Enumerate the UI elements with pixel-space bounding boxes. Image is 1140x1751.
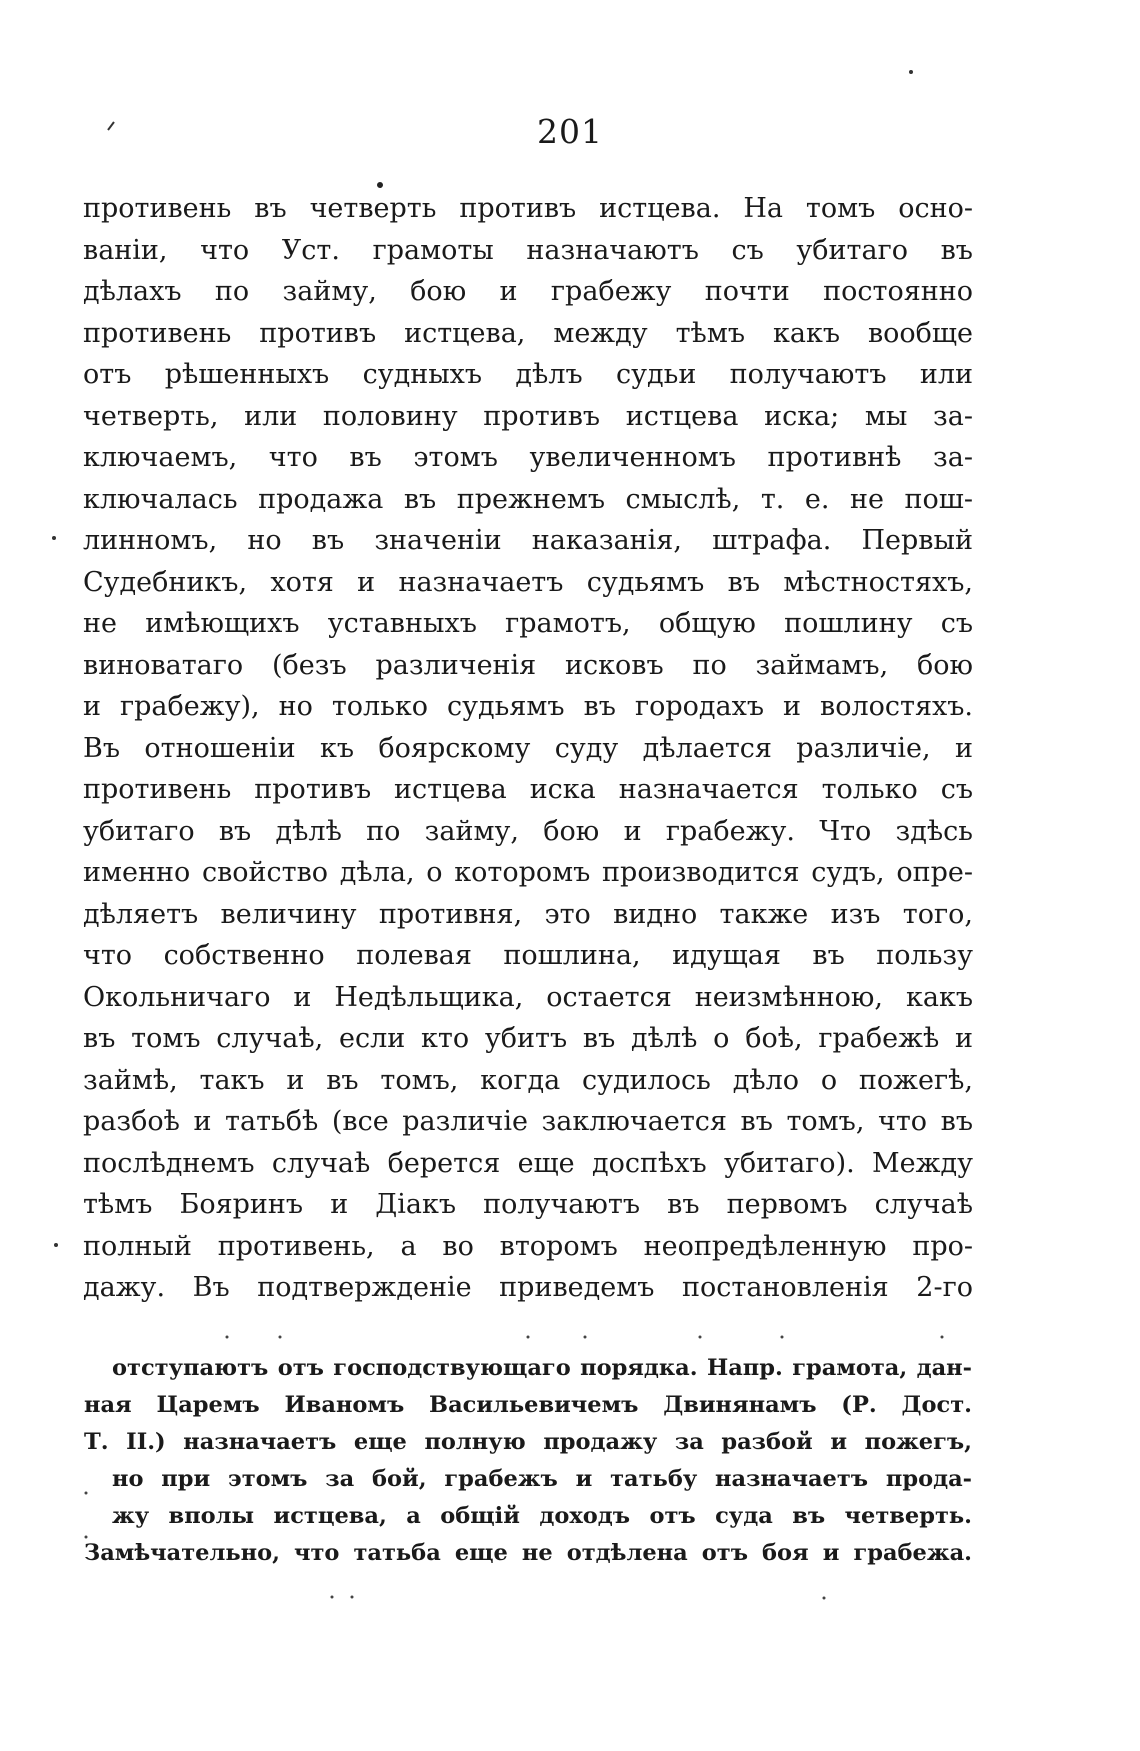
text-line: именно свойство дѣла, о которомъ производится судъ, опре- xyxy=(83,857,973,888)
print-speck xyxy=(699,1336,702,1339)
print-speck xyxy=(823,1597,826,1600)
text-line: тѣмъ Бояринъ и Діакъ получаютъ въ первомъ случаѣ xyxy=(83,1189,973,1220)
text-line: виноватаго (безъ различенія исковъ по займамъ, бою xyxy=(83,649,973,681)
text-line: Судебникъ, хотя и назначаетъ судьямъ въ мѣстностяхъ, xyxy=(83,566,973,598)
text-line: отъ рѣшенныхъ судныхъ дѣлъ судьи получаютъ или xyxy=(83,359,973,390)
text-line: дѣлахъ по займу, бою и грабежу почти постоянно xyxy=(83,276,973,307)
text-line: что собственно полевая пошлина, идущая въ пользу xyxy=(83,940,973,971)
footnote-line: отступаютъ отъ господствующаго порядка. Напр. грамота, дан- xyxy=(112,1355,972,1381)
text-line: Окольничаго и Недѣльщика, остается неизмѣнною, какъ xyxy=(83,981,973,1013)
print-speck xyxy=(584,1336,587,1339)
main-text-block xyxy=(83,188,973,1309)
print-speck xyxy=(85,1492,88,1495)
text-line: линномъ, но въ значеніи наказанія, штрафа. Первый xyxy=(83,525,973,556)
footnote-line: Замѣчательно, что татьба еще не отдѣлена отъ боя и грабежа. xyxy=(84,1540,972,1566)
text-line: ключалась продажа въ прежнемъ смыслѣ, т. е. не пош- xyxy=(83,483,973,515)
print-speck xyxy=(941,1336,944,1339)
print-speck xyxy=(54,1243,58,1247)
text-line: ваніи, что Уст. грамоты назначаютъ съ убитаго въ xyxy=(83,234,973,266)
print-speck xyxy=(331,1596,334,1599)
text-line: и грабежу), но только судьямъ въ городахъ и волостяхъ. xyxy=(83,691,973,722)
text-line: противень противъ истцева иска назначается только съ xyxy=(83,774,973,805)
footnote-line: Т. II.) назначаетъ еще полную продажу за разбой и пожегъ, xyxy=(84,1429,972,1455)
text-line: четверть, или половину противъ истцева иска; мы за- xyxy=(83,400,973,432)
text-line: полный противень, а во второмъ неопредѣленную про- xyxy=(83,1230,973,1262)
print-speck xyxy=(527,1336,530,1339)
footnote-line: жу вполы истцева, а общій доходъ отъ суда въ четверть. xyxy=(112,1503,972,1529)
footnote-block xyxy=(84,1350,972,1572)
text-line: въ томъ случаѣ, если кто убитъ въ дѣлѣ о боѣ, грабежѣ и xyxy=(83,1023,973,1054)
print-speck xyxy=(781,1336,784,1339)
footnote-line: но при этомъ за бой, грабежъ и татьбу назначаетъ прода- xyxy=(112,1466,972,1492)
print-speck xyxy=(226,1336,229,1339)
text-line: не имѣющихъ уставныхъ грамотъ, общую пошлину съ xyxy=(83,608,973,639)
footnote-line: ная Царемъ Иваномъ Васильевичемъ Двинянамъ (Р. Дост. xyxy=(84,1392,972,1418)
text-line: разбоѣ и татьбѣ (все различіе заключается въ томъ, что въ xyxy=(83,1106,973,1137)
text-line: займѣ, такъ и въ томъ, когда судилось дѣло о пожегѣ, xyxy=(83,1064,973,1096)
text-line: противень противъ истцева, между тѣмъ какъ вообще xyxy=(83,317,973,349)
text-line: дажу. Въ подтвержденіе приведемъ постановленія 2-го xyxy=(83,1272,973,1303)
text-line: убитаго въ дѣлѣ по займу, бою и грабежу. Что здѣсь xyxy=(83,815,973,847)
text-line: послѣднемъ случаѣ берется еще доспѣхъ убитаго). Между xyxy=(83,1147,973,1179)
print-speck xyxy=(279,1336,282,1339)
text-line: ключаемъ, что въ этомъ увеличенномъ противнѣ за- xyxy=(83,442,973,473)
text-line: Въ отношеніи къ боярскому суду дѣлается различіе, и xyxy=(83,732,973,764)
text-line: противень въ четверть противъ истцева. На томъ осно- xyxy=(83,193,973,224)
print-speck xyxy=(351,1596,354,1599)
print-speck xyxy=(52,536,56,540)
page-number: 201 xyxy=(537,112,603,151)
print-speck xyxy=(909,70,913,74)
text-line: дѣляетъ величину противня, это видно также изъ того, xyxy=(83,898,973,930)
